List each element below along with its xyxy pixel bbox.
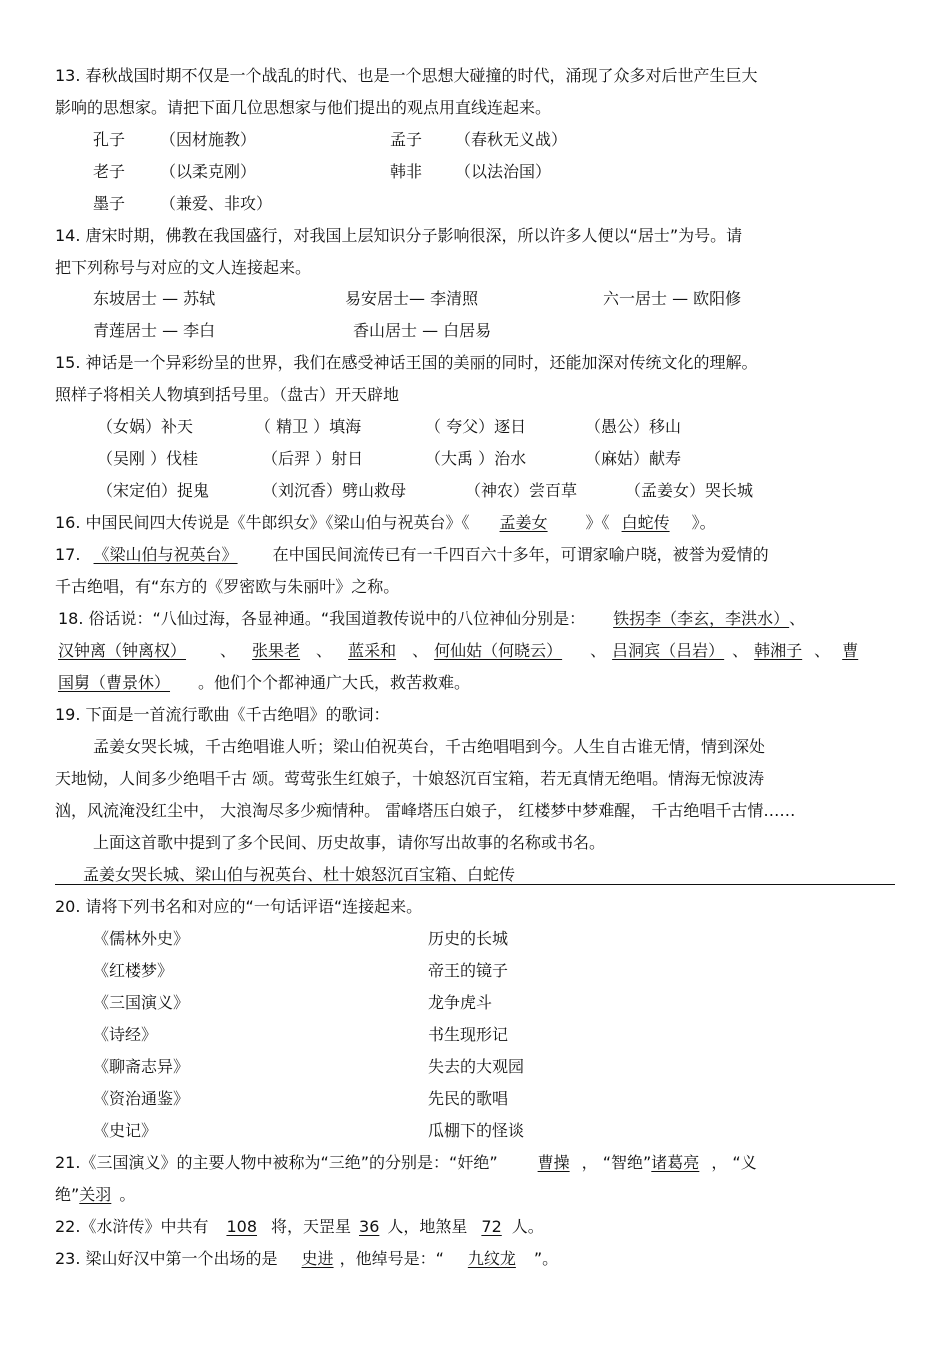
q18-answer-3: 张果老 [252,641,301,660]
q22-mid-1: 将，天罡星 [271,1217,352,1236]
q18-separator: 、 [316,641,333,660]
q23-mid: ，他绰号是：“ [339,1249,444,1268]
q15-item: （女娲）补天 [97,417,194,436]
q18-separator: 、 [789,609,806,628]
q18-separator: 、 [732,641,749,660]
q13-line1: 13. 春秋战国时期不仅是一个战乱的时代、也是一个思想大碰撞的时代，涌现了众多对后世产生巨大 [55,66,758,85]
q13-thinker: 墨子 [93,194,126,213]
q18-answer-8-end: 国舅（曹景休） [58,673,171,692]
q15-item: （后羿 ）射日 [262,449,364,468]
q17-line1 [55,545,769,565]
q20-comment: 龙争虎斗 [428,993,493,1012]
q16-answer-1: 孟姜女 [499,513,548,532]
q20-comment: 帝王的镜子 [428,961,509,980]
q18-answer-7: 韩湘子 [754,641,803,660]
q18-separator: 、 [412,641,429,660]
q18-answer-8-start: 曹 [842,641,859,660]
q14-item: 青莲居士 — 李白 [93,321,216,340]
q14-item: 易安居士— 李清照 [345,289,479,308]
q23-answer-2: 九纹龙 [467,1249,516,1268]
q17-line2: 千古绝唱，有“东方的《罗密欧与朱丽叶》之称。 [55,577,400,596]
q14-item: 东坡居士 — 苏轼 [93,289,216,308]
q18-answer-4: 蓝采和 [348,641,397,660]
q13-thinker: 孟子 [390,130,423,149]
q21-line2 [55,1185,135,1205]
q21-answer-3: 关羽 [79,1185,112,1204]
q20-comment: 失去的大观园 [428,1057,525,1076]
q15-item: （大禹 ）治水 [425,449,527,468]
q18-prefix: 18. 俗话说：“八仙过海，各显神通。“我国道教传说中的八位神仙分别是： [58,609,586,628]
q21-prefix: 21.《三国演义》的主要人物中被称为“三绝”的分别是：“奸绝” [55,1153,498,1172]
q20-book: 《儒林外史》 [93,929,190,948]
q18-answer-2: 汉钟离（钟离权） [58,641,187,660]
q17-number: 17. [55,545,81,564]
q14-item: 香山居士 — 白居易 [353,321,492,340]
q20-book: 《诗经》 [93,1025,158,1044]
q13-line2: 影响的思想家。请把下面几位思想家与他们提出的观点用直线连起来。 [55,98,552,117]
q16-mid: 》《 [585,513,610,532]
q13-view: （以法治国） [455,162,552,181]
q15-item: （ 精卫 ）填海 [255,417,362,436]
q19-lyric-2: 天地恸，人间多少绝唱千古 颂。莺莺张生红娘子，十娘怒沉百宝箱，若无真情无绝唱。情海无惊波涛 [55,769,765,788]
q23-prefix: 23. 梁山好汉中第一个出场的是 [55,1249,278,1268]
q23-suffix: ”。 [533,1249,559,1268]
q18-answer-5: 何仙姑（何晓云） [434,641,563,660]
q18-answer-1: 铁拐李（李玄，李洪水） [613,609,790,628]
q22-line [55,1217,544,1237]
q15-line2: 照样子将相关人物填到括号里。（盘古）开天辟地 [55,385,400,404]
q15-item: （愚公）移山 [585,417,682,436]
q20-comment: 历史的长城 [428,929,509,948]
q20-line1: 20. 请将下列书名和对应的“一句话评语“连接起来。 [55,897,423,916]
q15-line1: 15. 神话是一个异彩纷呈的世界，我们在感受神话王国的美丽的同时，还能加深对传统文化的理解。 [55,353,758,372]
q23-answer-1: 史进 [301,1249,334,1268]
q22-answer-2: 36 [359,1217,380,1236]
q21-mid-1: ， “智绝” [581,1153,652,1172]
q21-suffix: 。 [119,1185,136,1204]
q13-thinker: 老子 [93,162,126,181]
q20-book: 《资治通鉴》 [93,1089,190,1108]
q15-item: （宋定伯）捉鬼 [97,481,210,500]
q18-separator: 、 [220,641,237,660]
q18-separator: 、 [590,641,607,660]
q14-item: 六一居士 — 欧阳修 [603,289,742,308]
q13-thinker: 孔子 [93,130,126,149]
q17-rest: 在中国民间流传已有一千四百六十多年，可谓家喻户晓，被誉为爱情的 [272,545,769,564]
q22-answer-3: 72 [481,1217,502,1236]
q13-thinker: 韩非 [390,162,423,181]
q18-answer-6: 吕洞宾（吕岩） [612,641,725,660]
q22-answer-1: 108 [226,1217,257,1236]
q19-answer-line [55,884,895,885]
q19-prompt: 上面这首歌中提到了多个民间、历史故事，请你写出故事的名称或书名。 [93,833,606,852]
q20-book: 《三国演义》 [93,993,190,1012]
q15-item: （孟姜女）哭长城 [625,481,754,500]
q16-suffix: 》。 [691,513,716,532]
q16-prefix: 16. 中国民间四大传说是《牛郎织女》《梁山伯与祝英台》《 [55,513,470,532]
q22-prefix: 22.《水浒传》中共有 [55,1217,209,1236]
q22-suffix: 人。 [511,1217,544,1236]
q20-book: 《史记》 [93,1121,158,1140]
q20-comment: 瓜棚下的怪谈 [428,1121,525,1140]
q13-view: （以柔克刚） [160,162,257,181]
q18-line3 [58,673,470,693]
q15-item: （神农）尝百草 [465,481,578,500]
q18-line2 [58,641,858,661]
q21-line2-prefix: 绝” [55,1185,80,1204]
q13-view: （兼爱、非攻） [160,194,273,213]
q15-item: （ 夸父）逐日 [425,417,527,436]
q16-line [55,513,716,533]
q19-line1: 19. 下面是一首流行歌曲《千古绝唱》的歌词： [55,705,390,724]
q19-lyric-1: 孟姜女哭长城，千古绝唱谁人听；梁山伯祝英台，千古绝唱唱到今。人生自古谁无情，情到深处 [93,737,766,756]
q21-line1 [55,1153,757,1173]
q20-comment: 书生现形记 [428,1025,509,1044]
q14-line1: 14. 唐宋时期，佛教在我国盛行，对我国上层知识分子影响很深，所以许多人便以“居士”为号。请 [55,226,743,245]
q23-line [55,1249,558,1269]
q16-answer-2: 白蛇传 [621,513,670,532]
q17-answer: 《梁山伯与祝英台》 [93,545,238,564]
q19-lyric-3: 汹，风流淹没红尘中， 大浪淘尽多少痴情种。 雷峰塔压白娘子， 红楼梦中梦难醒， 千古绝唱千古情…… [55,801,796,820]
q14-line2: 把下列称号与对应的文人连接起来。 [55,258,312,277]
q21-mid-2: ， “义 [711,1153,757,1172]
q13-view: （春秋无义战） [455,130,568,149]
q18-separator: 、 [814,641,831,660]
q21-answer-2: 诸葛亮 [651,1153,700,1172]
q18-line1 [58,609,805,629]
q20-book: 《聊斋志异》 [93,1057,190,1076]
q19-answer: 孟姜女哭长城、梁山伯与祝英台、杜十娘怒沉百宝箱、白蛇传 [83,865,516,884]
q21-answer-1: 曹操 [537,1153,570,1172]
q20-book: 《红楼梦》 [93,961,174,980]
q20-comment: 先民的歌唱 [428,1089,509,1108]
q15-item: （吴刚 ）伐桂 [97,449,199,468]
q18-suffix: 。他们个个都神通广大氏，救苦救难。 [198,673,471,692]
q15-item: （刘沉香）劈山救母 [262,481,407,500]
q22-mid-2: 人，地煞星 [387,1217,468,1236]
q15-item: （麻姑）献寿 [585,449,682,468]
q13-view: （因材施教） [160,130,257,149]
